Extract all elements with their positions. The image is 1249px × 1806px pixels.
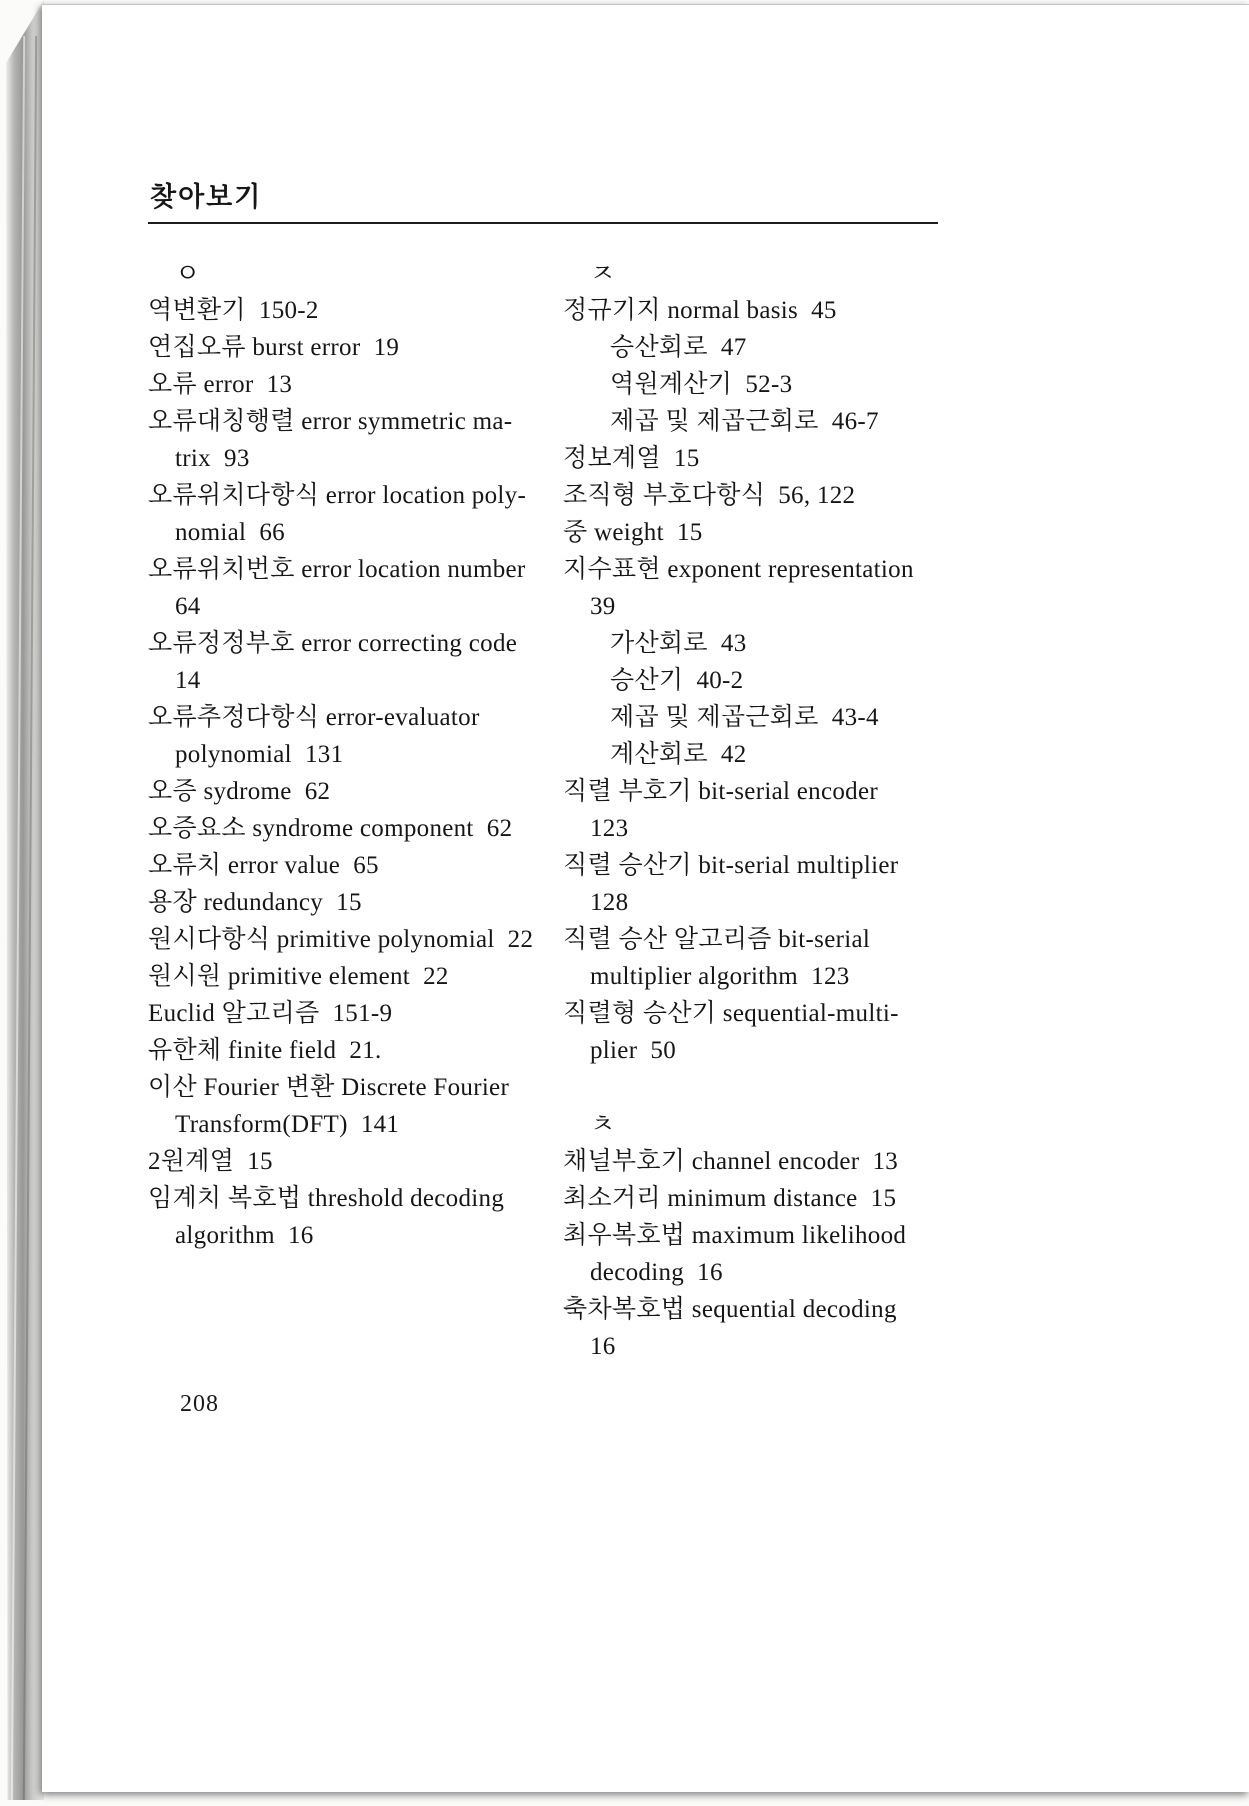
index-entry-line: 중 weight 15 xyxy=(563,519,703,546)
index-entry-line: 오류위치다항식 error location poly- xyxy=(148,482,527,509)
index-entry-line: 오류대칭행렬 error symmetric ma- xyxy=(148,408,513,435)
page-number: 208 xyxy=(180,1391,219,1417)
index-entry-line: 정규기지 normal basis 45 xyxy=(563,297,837,324)
index-entry-line: 오증 sydrome 62 xyxy=(148,778,331,805)
page xyxy=(42,4,1249,1792)
index-entry-line: 직렬형 승산기 sequential-multi- xyxy=(563,1000,899,1027)
index-entry-line: 최소거리 minimum distance 15 xyxy=(563,1185,897,1212)
index-entry-line: 오류위치번호 error location number xyxy=(148,556,526,583)
index-spacer xyxy=(563,1069,948,1106)
index-entry-line: nomial 66 xyxy=(175,519,285,546)
page-header xyxy=(148,180,938,224)
index-entry-line: 유한체 finite field 21. xyxy=(148,1037,382,1064)
index-entry-line: Transform(DFT) 141 xyxy=(175,1111,400,1138)
page-content xyxy=(148,180,948,1365)
index-column-left xyxy=(148,255,563,1365)
index-entry-line: 14 xyxy=(175,667,201,694)
index-entry-line: 임계치 복호법 threshold decoding xyxy=(148,1185,505,1212)
index-entry-line: 오증요소 syndrome component 62 xyxy=(148,815,513,842)
index-entry-line: 계산회로 42 xyxy=(610,741,747,768)
index-entry-line: 원시원 primitive element 22 xyxy=(148,963,449,990)
index-entry-line: 조직형 부호다항식 56, 122 xyxy=(563,482,856,509)
index-entry-line: 오류정정부호 error correcting code xyxy=(148,630,518,657)
index-entry-line: 직렬 승산 알고리즘 bit-serial xyxy=(563,926,871,953)
index-column-right xyxy=(563,255,948,1365)
index-entry-line: 제곱 및 제곱근회로 43-4 xyxy=(610,704,879,731)
book-page-edge xyxy=(6,0,44,1800)
index-entry-line: algorithm 16 xyxy=(175,1222,314,1249)
index-entry-line: 오류 error 13 xyxy=(148,371,293,398)
index-entry-line: 이산 Fourier 변환 Discrete Fourier xyxy=(148,1074,510,1101)
index-entry-line: 채널부호기 channel encoder 13 xyxy=(563,1148,899,1175)
index-entry-line: 역원계산기 52-3 xyxy=(610,371,793,398)
index-entry-line: 오류추정다항식 error-evaluator xyxy=(148,704,480,731)
index-entry-line: 123 xyxy=(590,815,629,842)
index-entry-line: 연집오류 burst error 19 xyxy=(148,334,400,361)
index-section-heading: ㅇ xyxy=(175,259,201,288)
index-entry-line: 지수표현 exponent representation xyxy=(563,556,914,583)
index-entry-line: Euclid 알고리즘 151-9 xyxy=(148,1000,393,1027)
index-section-heading: ㅊ xyxy=(590,1110,616,1139)
index-entry-line: 2원계열 15 xyxy=(148,1148,273,1175)
index-entry-line: 정보계열 15 xyxy=(563,445,700,472)
index-section-heading: ㅈ xyxy=(590,259,616,288)
index-entry-line: decoding 16 xyxy=(590,1259,723,1286)
index-entry-line: 직렬 승산기 bit-serial multiplier xyxy=(563,852,899,879)
index-entry-line: 용장 redundancy 15 xyxy=(148,889,362,916)
index-entry-line: 원시다항식 primitive polynomial 22 xyxy=(148,926,534,953)
index-entry-line: 128 xyxy=(590,889,629,916)
index-entry-line: plier 50 xyxy=(590,1037,677,1064)
index-entry-line: 승산기 40-2 xyxy=(610,667,744,694)
index-columns xyxy=(148,255,948,1365)
page-title: 찾아보기 xyxy=(150,182,263,212)
index-entry-line: trix 93 xyxy=(175,445,250,472)
index-entry-line: 역변환기 150-2 xyxy=(148,297,319,324)
index-entry-line: 16 xyxy=(590,1333,616,1360)
index-entry-line: 가산회로 43 xyxy=(610,630,747,657)
index-entry-line: multiplier algorithm 123 xyxy=(590,963,850,990)
index-entry-line: 승산회로 47 xyxy=(610,334,747,361)
index-entry-line: 오류치 error value 65 xyxy=(148,852,379,879)
index-entry-line: 64 xyxy=(175,593,201,620)
index-entry-line: 축차복호법 sequential decoding xyxy=(563,1296,897,1323)
index-entry-line: 직렬 부호기 bit-serial encoder xyxy=(563,778,878,805)
index-entry-line: polynomial 131 xyxy=(175,741,344,768)
index-entry-line: 제곱 및 제곱근회로 46-7 xyxy=(610,408,879,435)
index-entry-line: 최우복호법 maximum likelihood xyxy=(563,1222,907,1249)
index-entry-line: 39 xyxy=(590,593,616,620)
